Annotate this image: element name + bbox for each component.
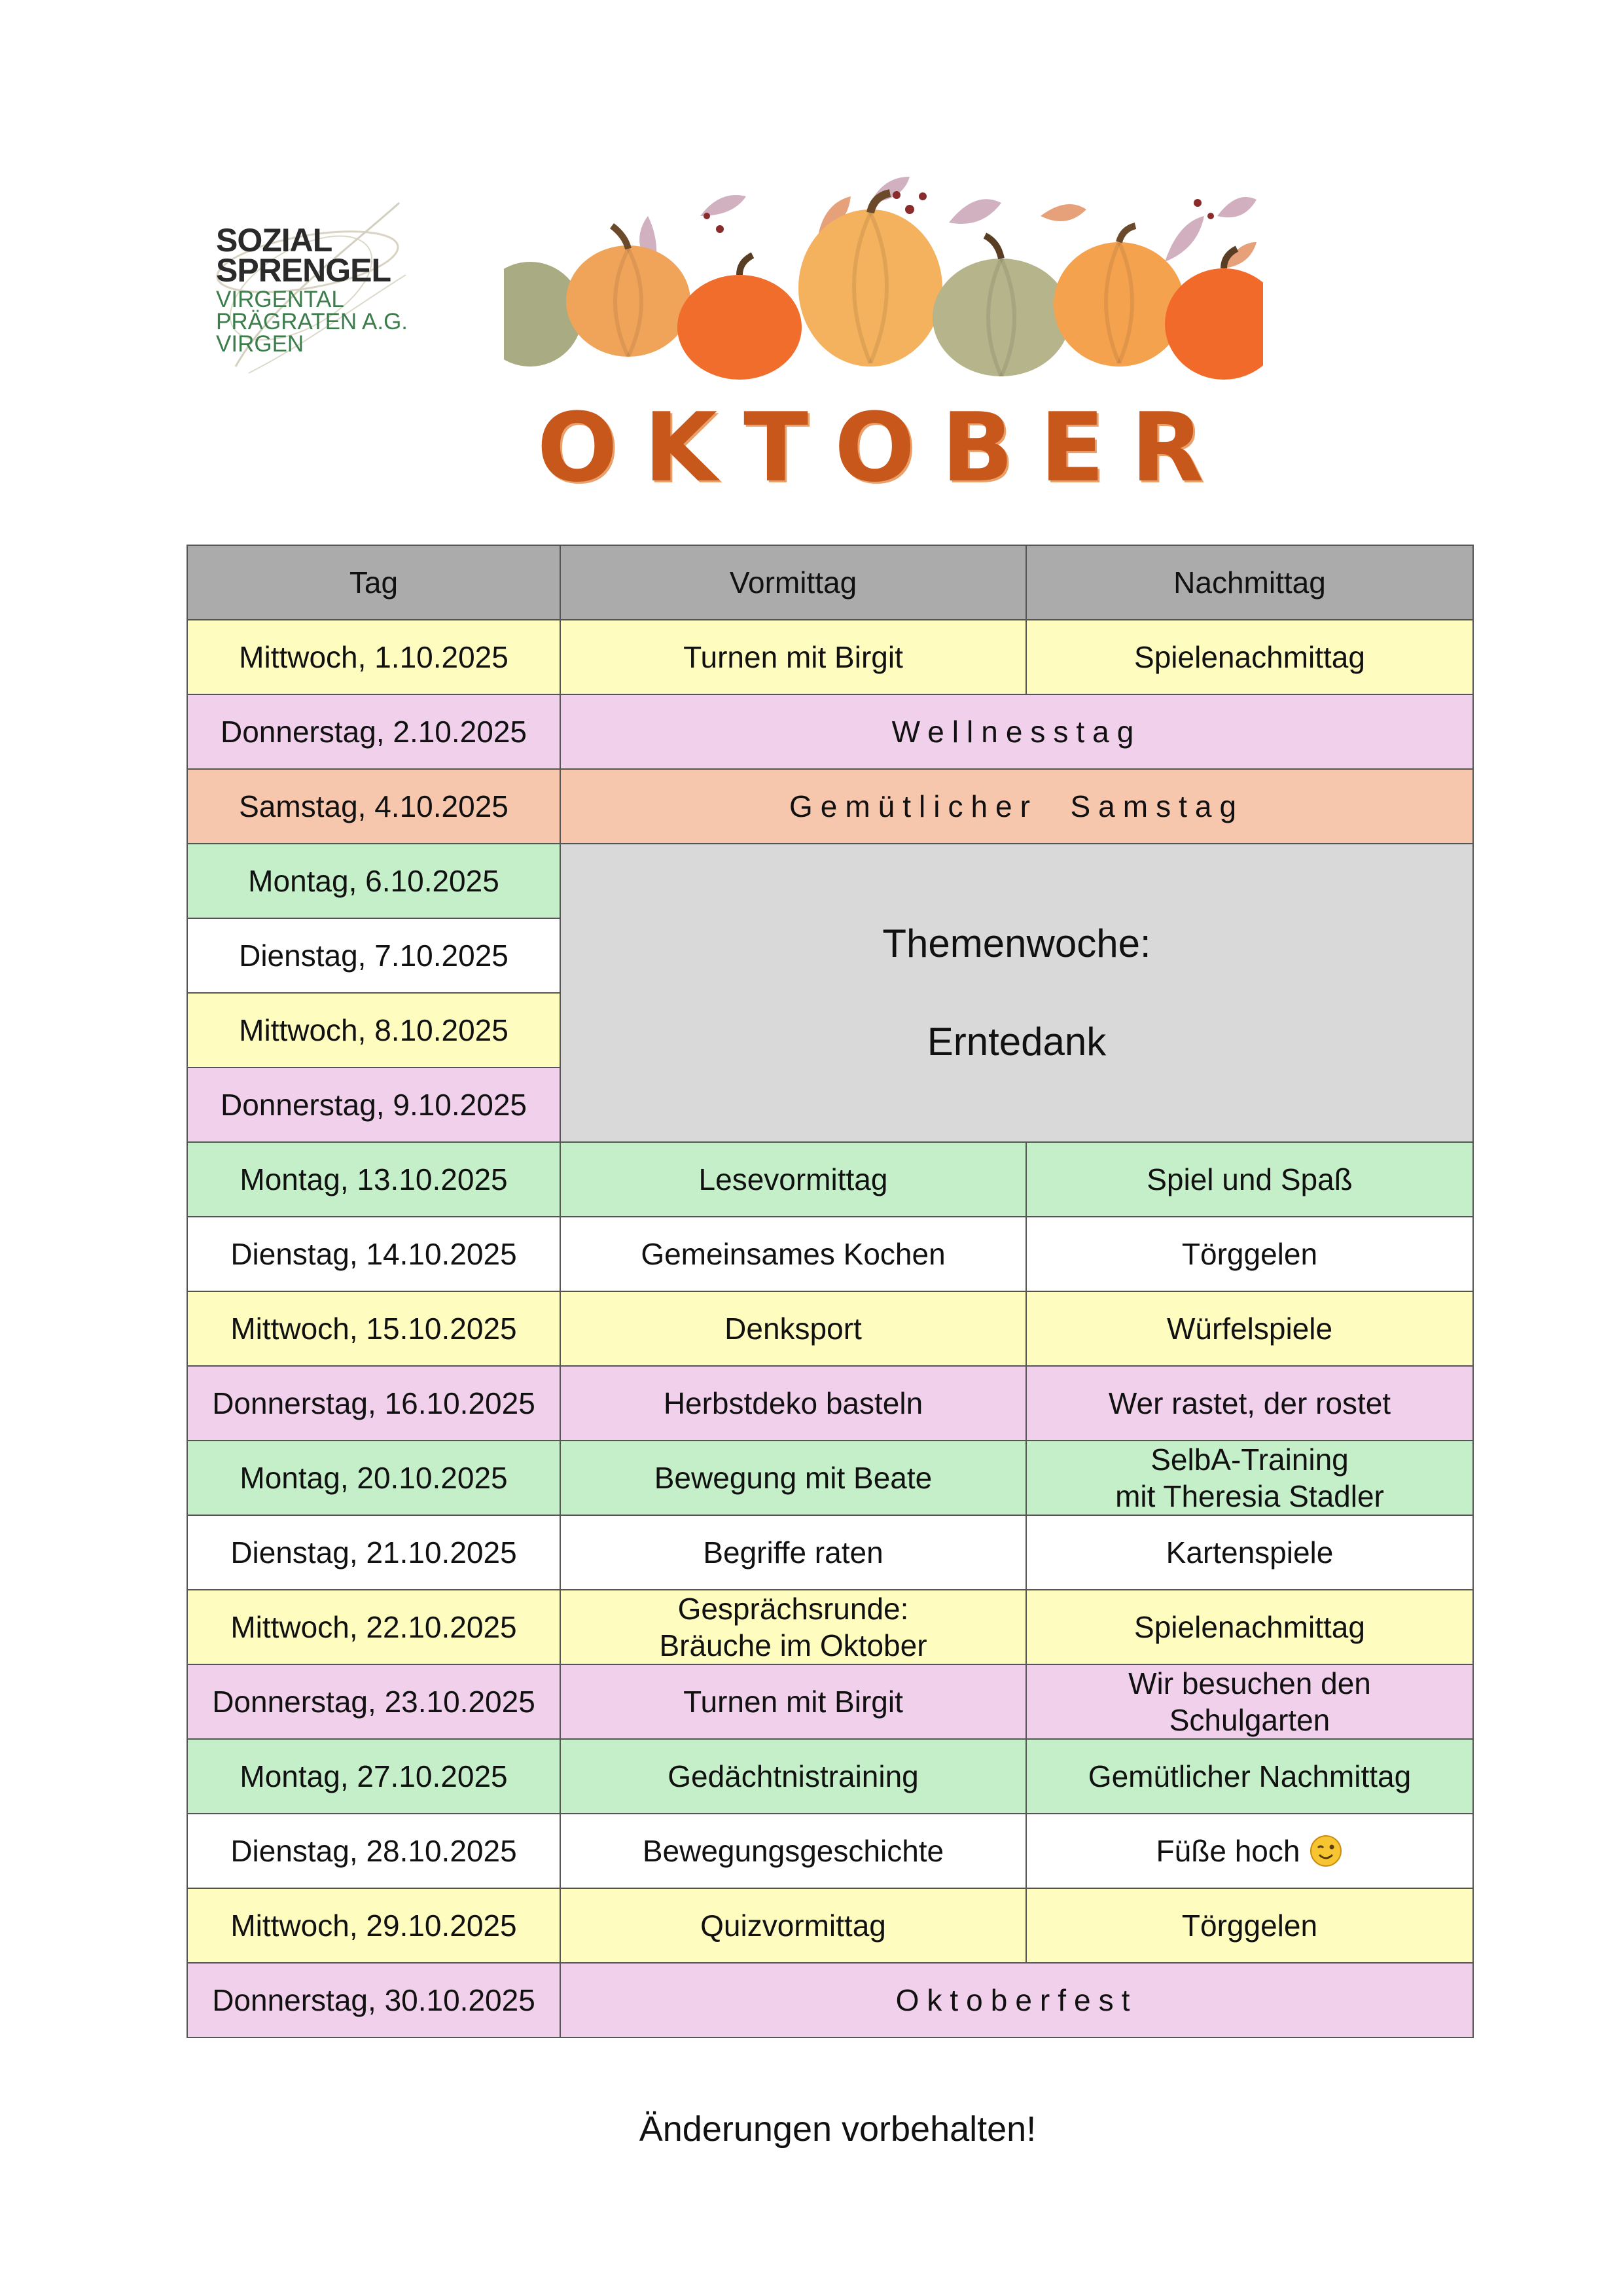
- logo-text-praegraten: PRÄGRATEN A.G.: [216, 309, 408, 334]
- header-vormittag: Vormittag: [560, 545, 1026, 620]
- table-row: [187, 1515, 1473, 1590]
- afternoon-cell: Spielenachmittag: [1026, 1590, 1473, 1664]
- logo-text-sprengel: SPRENGEL: [216, 252, 391, 289]
- day-cell: Donnerstag, 2.10.2025: [187, 694, 560, 769]
- full-day-cell: Wellnesstag: [560, 694, 1473, 769]
- morning-line: Bräuche im Oktober: [659, 1628, 927, 1662]
- afternoon-cell: Spielenachmittag: [1026, 620, 1473, 694]
- winking-smiley-icon: [1309, 1834, 1343, 1868]
- day-cell: Dienstag, 28.10.2025: [187, 1814, 560, 1888]
- morning-line: Gesprächsrunde:: [677, 1592, 909, 1626]
- day-cell: Mittwoch, 29.10.2025: [187, 1888, 560, 1963]
- table-row: [187, 1142, 1473, 1217]
- logo-text-virgental: VIRGENTAL: [216, 287, 344, 312]
- afternoon-cell: Kartenspiele: [1026, 1515, 1473, 1590]
- morning-cell: Herbstdeko basteln: [560, 1366, 1026, 1441]
- theme-week-cell: [560, 844, 1473, 1142]
- header-tag: Tag: [187, 545, 560, 620]
- month-title: OKTOBER: [537, 393, 1230, 503]
- day-cell: Donnerstag, 30.10.2025: [187, 1963, 560, 2037]
- pumpkins-banner-illustration: [504, 177, 1263, 380]
- full-day-cell: Gemütlicher Samstag: [560, 769, 1473, 844]
- morning-cell: Turnen mit Birgit: [560, 1664, 1026, 1739]
- day-cell: Montag, 6.10.2025: [187, 844, 560, 918]
- day-cell: Montag, 20.10.2025: [187, 1441, 560, 1515]
- afternoon-cell: Törggelen: [1026, 1217, 1473, 1291]
- morning-cell: Bewegung mit Beate: [560, 1441, 1026, 1515]
- day-cell: Dienstag, 7.10.2025: [187, 918, 560, 993]
- theme-week-name: Erntedank: [927, 1020, 1107, 1064]
- table-row: [187, 1291, 1473, 1366]
- morning-cell: [560, 1590, 1026, 1664]
- day-cell: Montag, 13.10.2025: [187, 1142, 560, 1217]
- afternoon-text: Füße hoch: [1156, 1834, 1300, 1868]
- table-row: [187, 1963, 1473, 2037]
- morning-cell: Gedächtnistraining: [560, 1739, 1026, 1814]
- day-cell: Montag, 27.10.2025: [187, 1739, 560, 1814]
- day-cell: Dienstag, 14.10.2025: [187, 1217, 560, 1291]
- day-cell: Mittwoch, 8.10.2025: [187, 993, 560, 1067]
- table-row: [187, 844, 1473, 918]
- table-row: [187, 1590, 1473, 1664]
- logo-text-sozial: SOZIAL: [216, 222, 332, 259]
- table-row: [187, 1664, 1473, 1739]
- afternoon-cell: [1026, 1441, 1473, 1515]
- footer-note: Änderungen vorbehalten!: [639, 2109, 1037, 2149]
- day-cell: Donnerstag, 9.10.2025: [187, 1067, 560, 1142]
- logo: [209, 177, 432, 386]
- theme-week-label: Themenwoche:: [882, 922, 1151, 965]
- morning-cell: Quizvormittag: [560, 1888, 1026, 1963]
- afternoon-cell: [1026, 1664, 1473, 1739]
- header-nachmittag: Nachmittag: [1026, 545, 1473, 620]
- afternoon-line: Schulgarten: [1169, 1703, 1330, 1737]
- table-row: [187, 620, 1473, 694]
- day-cell: Dienstag, 21.10.2025: [187, 1515, 560, 1590]
- afternoon-cell: Törggelen: [1026, 1888, 1473, 1963]
- afternoon-cell: Gemütlicher Nachmittag: [1026, 1739, 1473, 1814]
- morning-cell: Turnen mit Birgit: [560, 620, 1026, 694]
- day-cell: Mittwoch, 15.10.2025: [187, 1291, 560, 1366]
- day-cell: Mittwoch, 22.10.2025: [187, 1590, 560, 1664]
- afternoon-line: mit Theresia Stadler: [1115, 1479, 1384, 1513]
- full-day-cell: Oktoberfest: [560, 1963, 1473, 2037]
- table-row: [187, 769, 1473, 844]
- afternoon-line: SelbA-Training: [1150, 1443, 1349, 1477]
- day-cell: Donnerstag, 16.10.2025: [187, 1366, 560, 1441]
- morning-cell: Bewegungsgeschichte: [560, 1814, 1026, 1888]
- table-row: [187, 1217, 1473, 1291]
- day-cell: Donnerstag, 23.10.2025: [187, 1664, 560, 1739]
- morning-cell: Gemeinsames Kochen: [560, 1217, 1026, 1291]
- logo-text-virgen: VIRGEN: [216, 331, 304, 357]
- table-row: [187, 1888, 1473, 1963]
- schedule-table: [187, 545, 1474, 2038]
- day-cell: Samstag, 4.10.2025: [187, 769, 560, 844]
- table-row: [187, 1366, 1473, 1441]
- afternoon-cell: Spiel und Spaß: [1026, 1142, 1473, 1217]
- table-header-row: [187, 545, 1473, 620]
- day-cell: Mittwoch, 1.10.2025: [187, 620, 560, 694]
- afternoon-cell: [1026, 1814, 1473, 1888]
- table-row: [187, 1441, 1473, 1515]
- table-row: [187, 1739, 1473, 1814]
- afternoon-cell: Würfelspiele: [1026, 1291, 1473, 1366]
- morning-cell: Denksport: [560, 1291, 1026, 1366]
- morning-cell: Lesevormittag: [560, 1142, 1026, 1217]
- afternoon-cell: Wer rastet, der rostet: [1026, 1366, 1473, 1441]
- afternoon-line: Wir besuchen den: [1128, 1666, 1371, 1700]
- table-row: [187, 1814, 1473, 1888]
- morning-cell: Begriffe raten: [560, 1515, 1026, 1590]
- table-row: [187, 694, 1473, 769]
